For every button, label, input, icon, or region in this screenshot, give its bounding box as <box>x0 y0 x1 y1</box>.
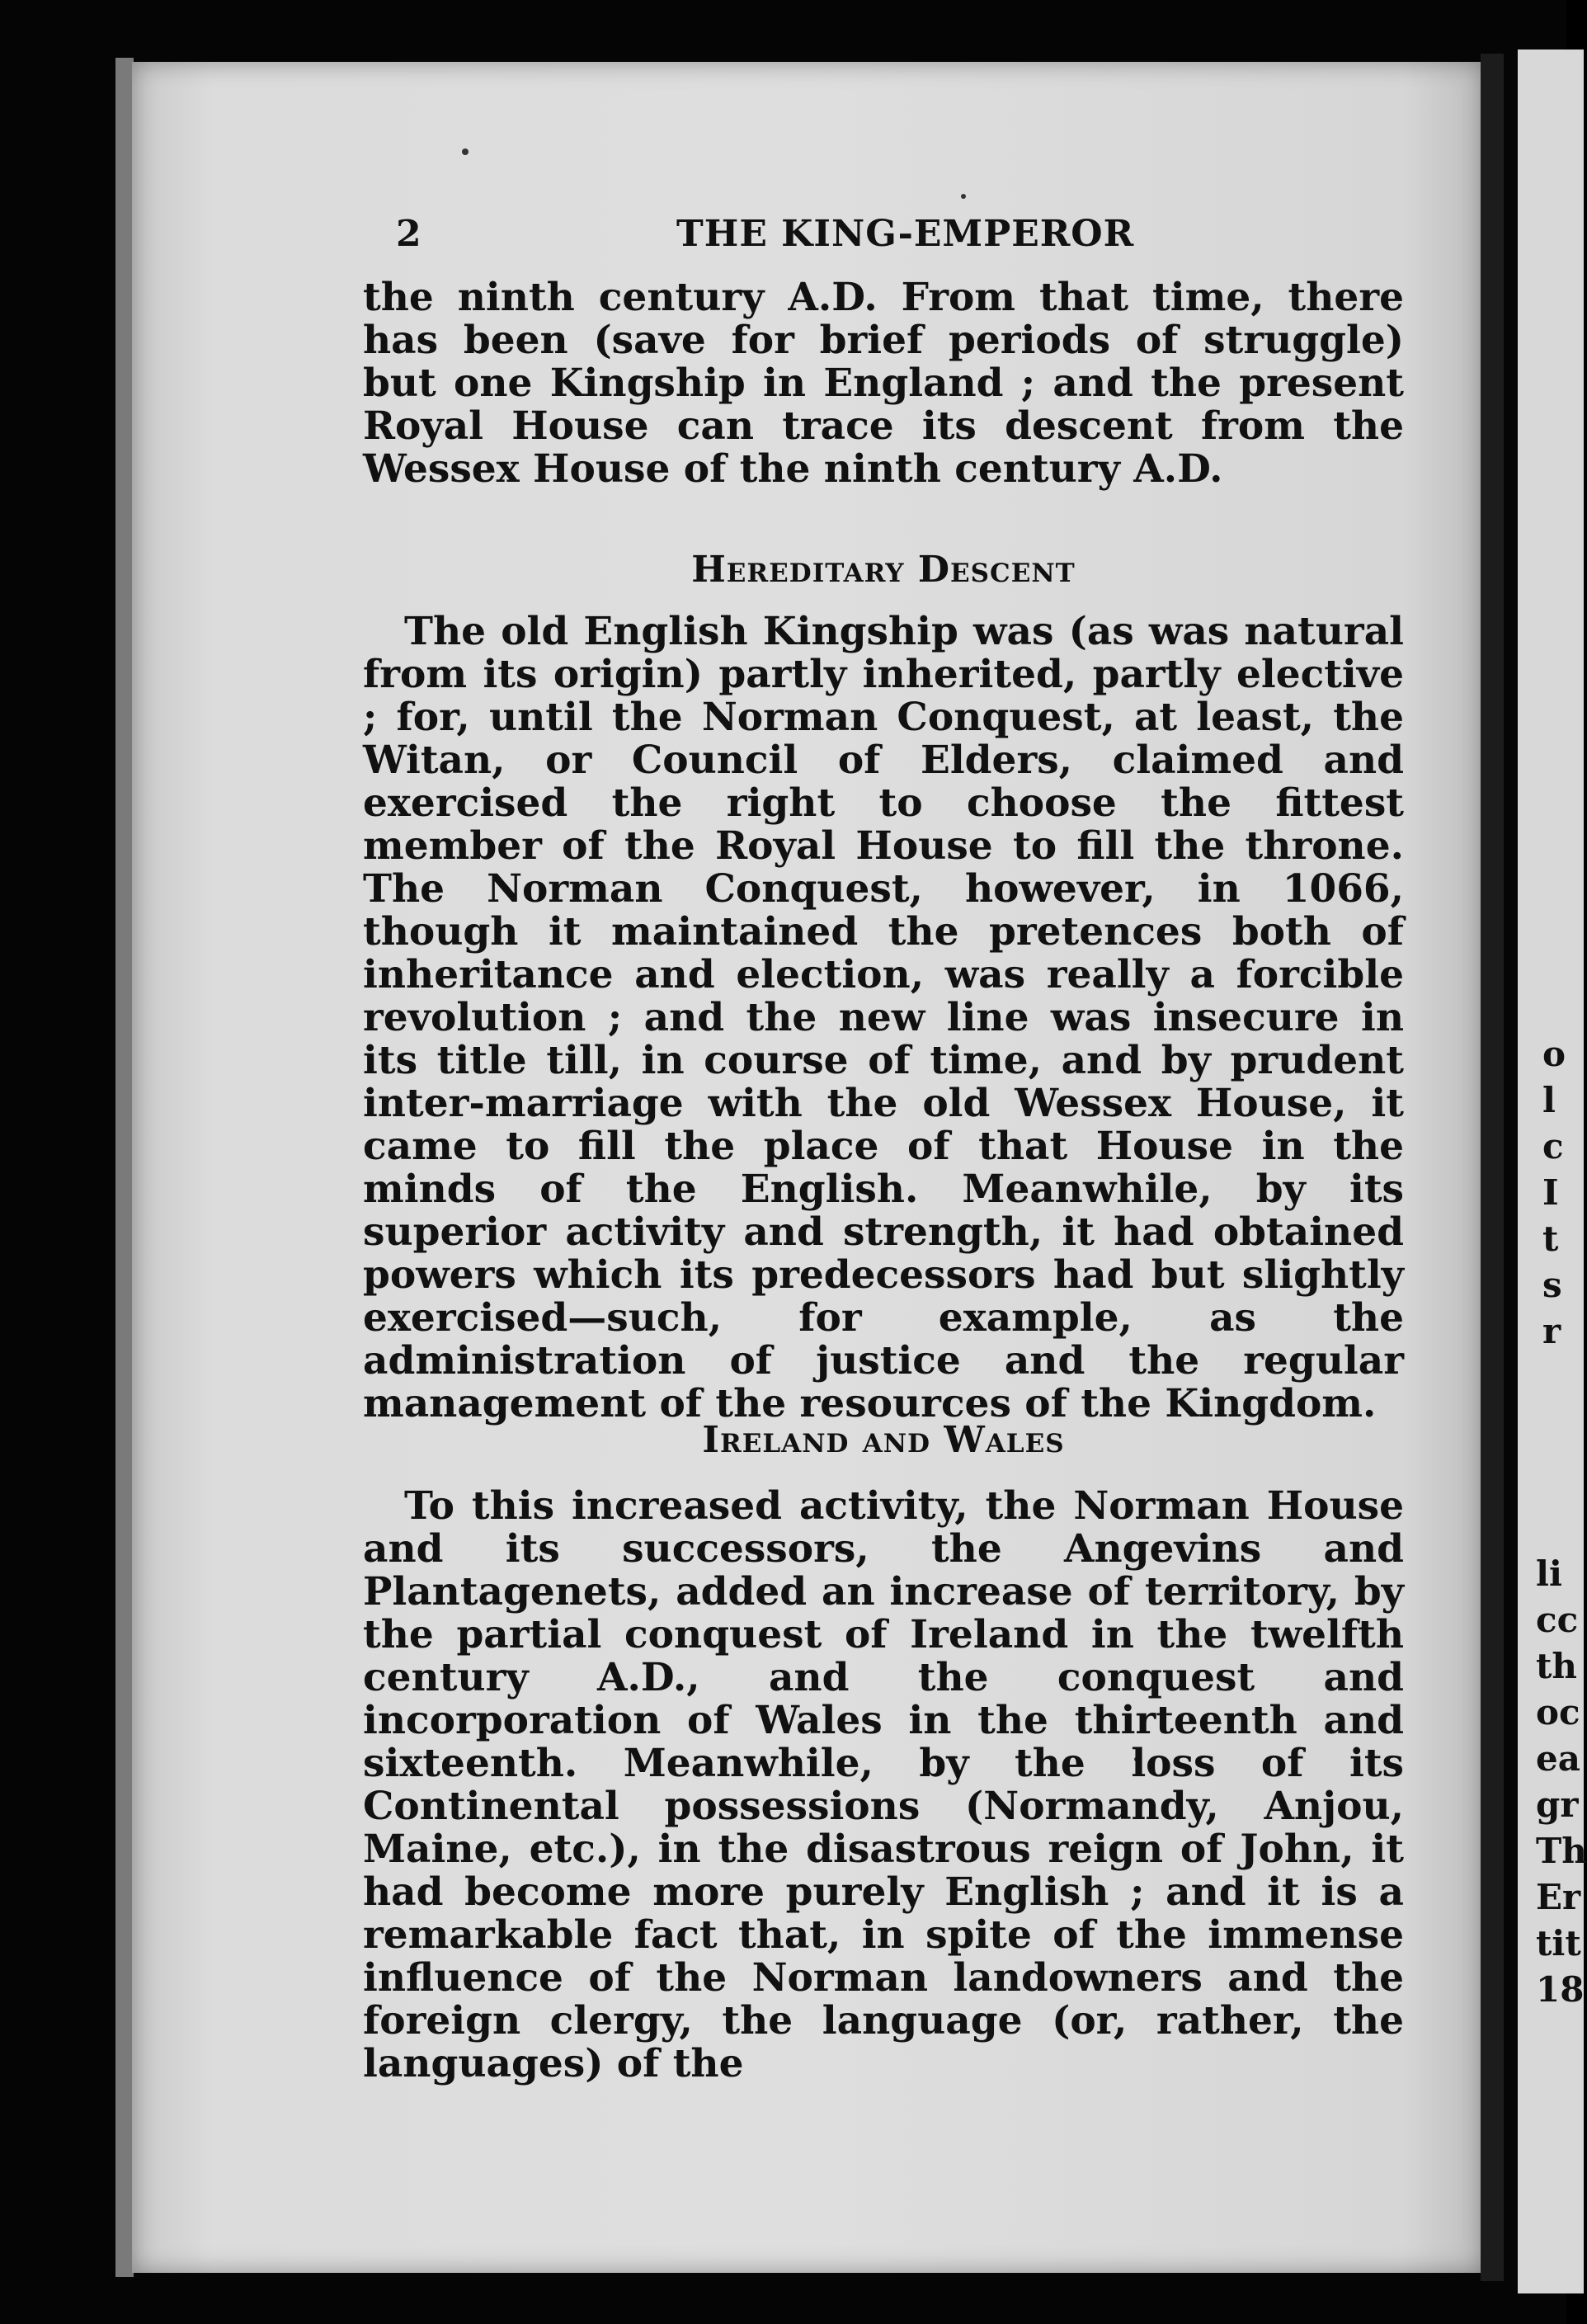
page-header <box>388 213 1361 262</box>
page-left-edge <box>115 58 134 2277</box>
opening-paragraph: the ninth century A.D. From that time, there has been (save for brief periods of struggle) but one Kingship in England ; and the present Royal House can trace its descent from the Wessex House of the ninth century A.D. <box>363 275 1404 492</box>
adjacent-page-letter: o <box>1542 1034 1566 1074</box>
adjacent-page-letter: l <box>1542 1080 1556 1120</box>
dust-speck <box>462 148 469 155</box>
adjacent-page-letter: gr <box>1536 1784 1579 1825</box>
opening-paragraph-block <box>363 276 1404 491</box>
adjacent-page-letter: cc <box>1536 1600 1579 1640</box>
ireland-and-wales-block <box>363 1485 1404 2086</box>
section-heading-hereditary-descent: Hereditary Descent <box>691 549 1076 591</box>
adjacent-page-letter: I <box>1542 1172 1559 1213</box>
adjacent-page-fragment-lower <box>1536 1551 1587 2013</box>
adjacent-page-letter: th <box>1536 1646 1577 1686</box>
adjacent-page-letter: s <box>1542 1265 1562 1305</box>
adjacent-page-letter: t <box>1542 1219 1559 1259</box>
section-heading-ireland-and-wales: Ireland and Wales <box>702 1419 1065 1461</box>
adjacent-page-letter: Th <box>1536 1831 1587 1871</box>
dust-speck <box>961 194 966 199</box>
ireland-and-wales-paragraph: To this increased activity, the Norman House and its successors, the Angevins and Plantagenets, added an increase of territory, by the partial conquest of Ireland in the twelfth century A.D., and the conquest and incorporation of Wales in the thirteenth and sixteenth. Meanwhile, by the loss of its Continental possessions (Normandy, Anjou, Maine, etc.), in the disastrous reign of John, it had become more purely English ; and it is a remarkable fact that, in spite of the immense influence of the Norman landowners and the foreign clergy, the language (or, rather, the languages) of the <box>363 1483 1404 2086</box>
adjacent-page-letter: oc <box>1536 1692 1580 1732</box>
adjacent-page-letter: ea <box>1536 1738 1580 1779</box>
adjacent-page-letter: Er <box>1536 1877 1581 1917</box>
running-head: THE KING-EMPEROR <box>676 213 1135 255</box>
hereditary-descent-paragraph: The old English Kingship was (as was natural from its origin) partly inherited, partly elective ; for, until the Norman Conquest, at least, the Witan, or Council of Elders, claimed and exercised the right to choose the fittest member of the Royal House to fill the throne. The Norman Conquest, however, in 1066, though it maintained the pretences both of inheritance and election, was really a forcible revolution ; and the new line was insecure in its title till, in course of time, and by prudent inter-marriage with the old Wessex House, it came to fill the place of that House in the minds of the English. Meanwhile, by its superior activity and strength, it had obtained powers which its predecessors had but slightly exercised—such, for example, as the administration of justice and the regular management of the resources of the Kingdom. <box>363 609 1404 1426</box>
adjacent-page-letter: c <box>1542 1126 1564 1167</box>
hereditary-descent-block <box>363 610 1404 1426</box>
adjacent-page-letter: r <box>1542 1311 1561 1351</box>
adjacent-page-fragment-upper <box>1542 1031 1567 1355</box>
adjacent-page-letter: li <box>1536 1553 1562 1594</box>
adjacent-page-letter: 18 <box>1536 1969 1585 2010</box>
page-binding-shadow <box>1481 54 1504 2281</box>
adjacent-page-letter: tit <box>1536 1923 1581 1963</box>
page-number: 2 <box>396 213 421 255</box>
